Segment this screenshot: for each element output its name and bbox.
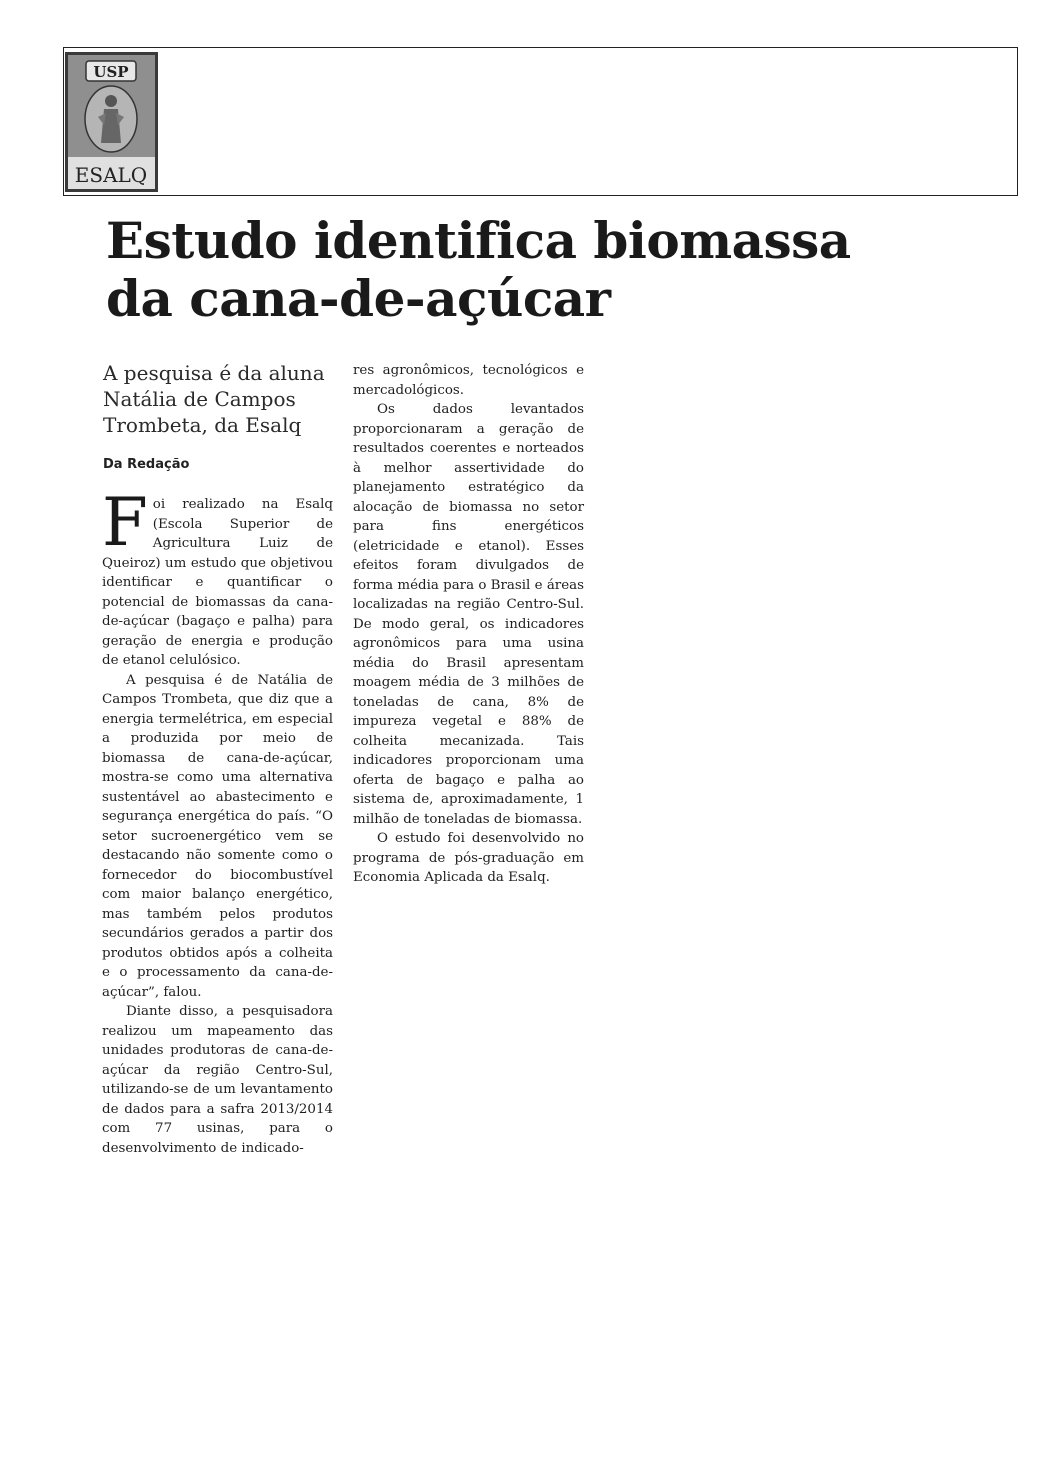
article-column-1 [102, 484, 333, 1158]
drop-cap: F [102, 484, 148, 561]
article-paragraph: Os dados levantados proporcionaram a geração de resultados coerentes e norteados à melhor assertividade do planejamento estratégico da alocação de biomassa no setor para fins energéticos (eletricidade e etanol). Esses efeitos foram divulgados de forma média para o Brasil e áreas localizadas na região Centro-Sul. De modo geral, os indicadores agronômicos para uma usina média do Brasil apresentam moagem média de 3 milhões de toneladas de cana, 8% de impureza vegetal e 88% de colheita mecanizada. Tais indicadores proporcionam uma oferta de bagaço e palha ao sistema de, aproximadamente, 1 milhão de toneladas de biomassa. [353, 402, 584, 827]
logo-esalq-text: ESALQ [74, 163, 148, 187]
article-paragraph: A pesquisa é de Natália de Campos Trombeta, que diz que a energia termelétrica, em especial a produzida por meio de biomassa de cana-de-açúcar, mostra-se como uma alternativa sustentável ao abastecimento e segurança energética do país. “O setor sucroenergético vem se destacando não somente como o fornecedor do biocombustível com maior balanço energético, mas também pelos produtos secundários gerados a partir dos produtos obtidos após a colheita e o processamento da cana-de-açúcar”, falou. [102, 672, 333, 1000]
article-title: Estudo identifica biomassa da cana-de-açúcar [106, 211, 851, 328]
logo-emblem-icon [68, 55, 155, 189]
header-box [63, 47, 1018, 196]
usp-esalq-logo [65, 52, 158, 192]
article-column-2 [353, 361, 584, 888]
article-paragraph: res agronômicos, tecnológicos e mercadológicos. [353, 363, 584, 398]
logo-usp-text: USP [93, 63, 129, 81]
article-paragraph: Foi realizado na Esalq (Escola Superior de Agricultura Luiz de Queiroz) um estudo que objetivou identificar e quantificar o potencial de biomassas da cana-de-açúcar (bagaço e palha) para geração de energia e produção de etanol celulósico. [102, 484, 333, 668]
article-subtitle: A pesquisa é da aluna Natália de Campos Trombeta, da Esalq [103, 361, 325, 437]
article-paragraph: Diante disso, a pesquisadora realizou um mapeamento das unidades produtoras de cana-de-açúcar da região Centro-Sul, utilizando-se de um levantamento de dados para a safra 2013/2014 com 77 usinas, para o desenvolvimento de indicado- [102, 1004, 333, 1156]
byline: Da Redação [103, 457, 190, 472]
article-paragraph: O estudo foi desenvolvido no programa de pós-graduação em Economia Aplicada da Esalq. [353, 831, 584, 885]
